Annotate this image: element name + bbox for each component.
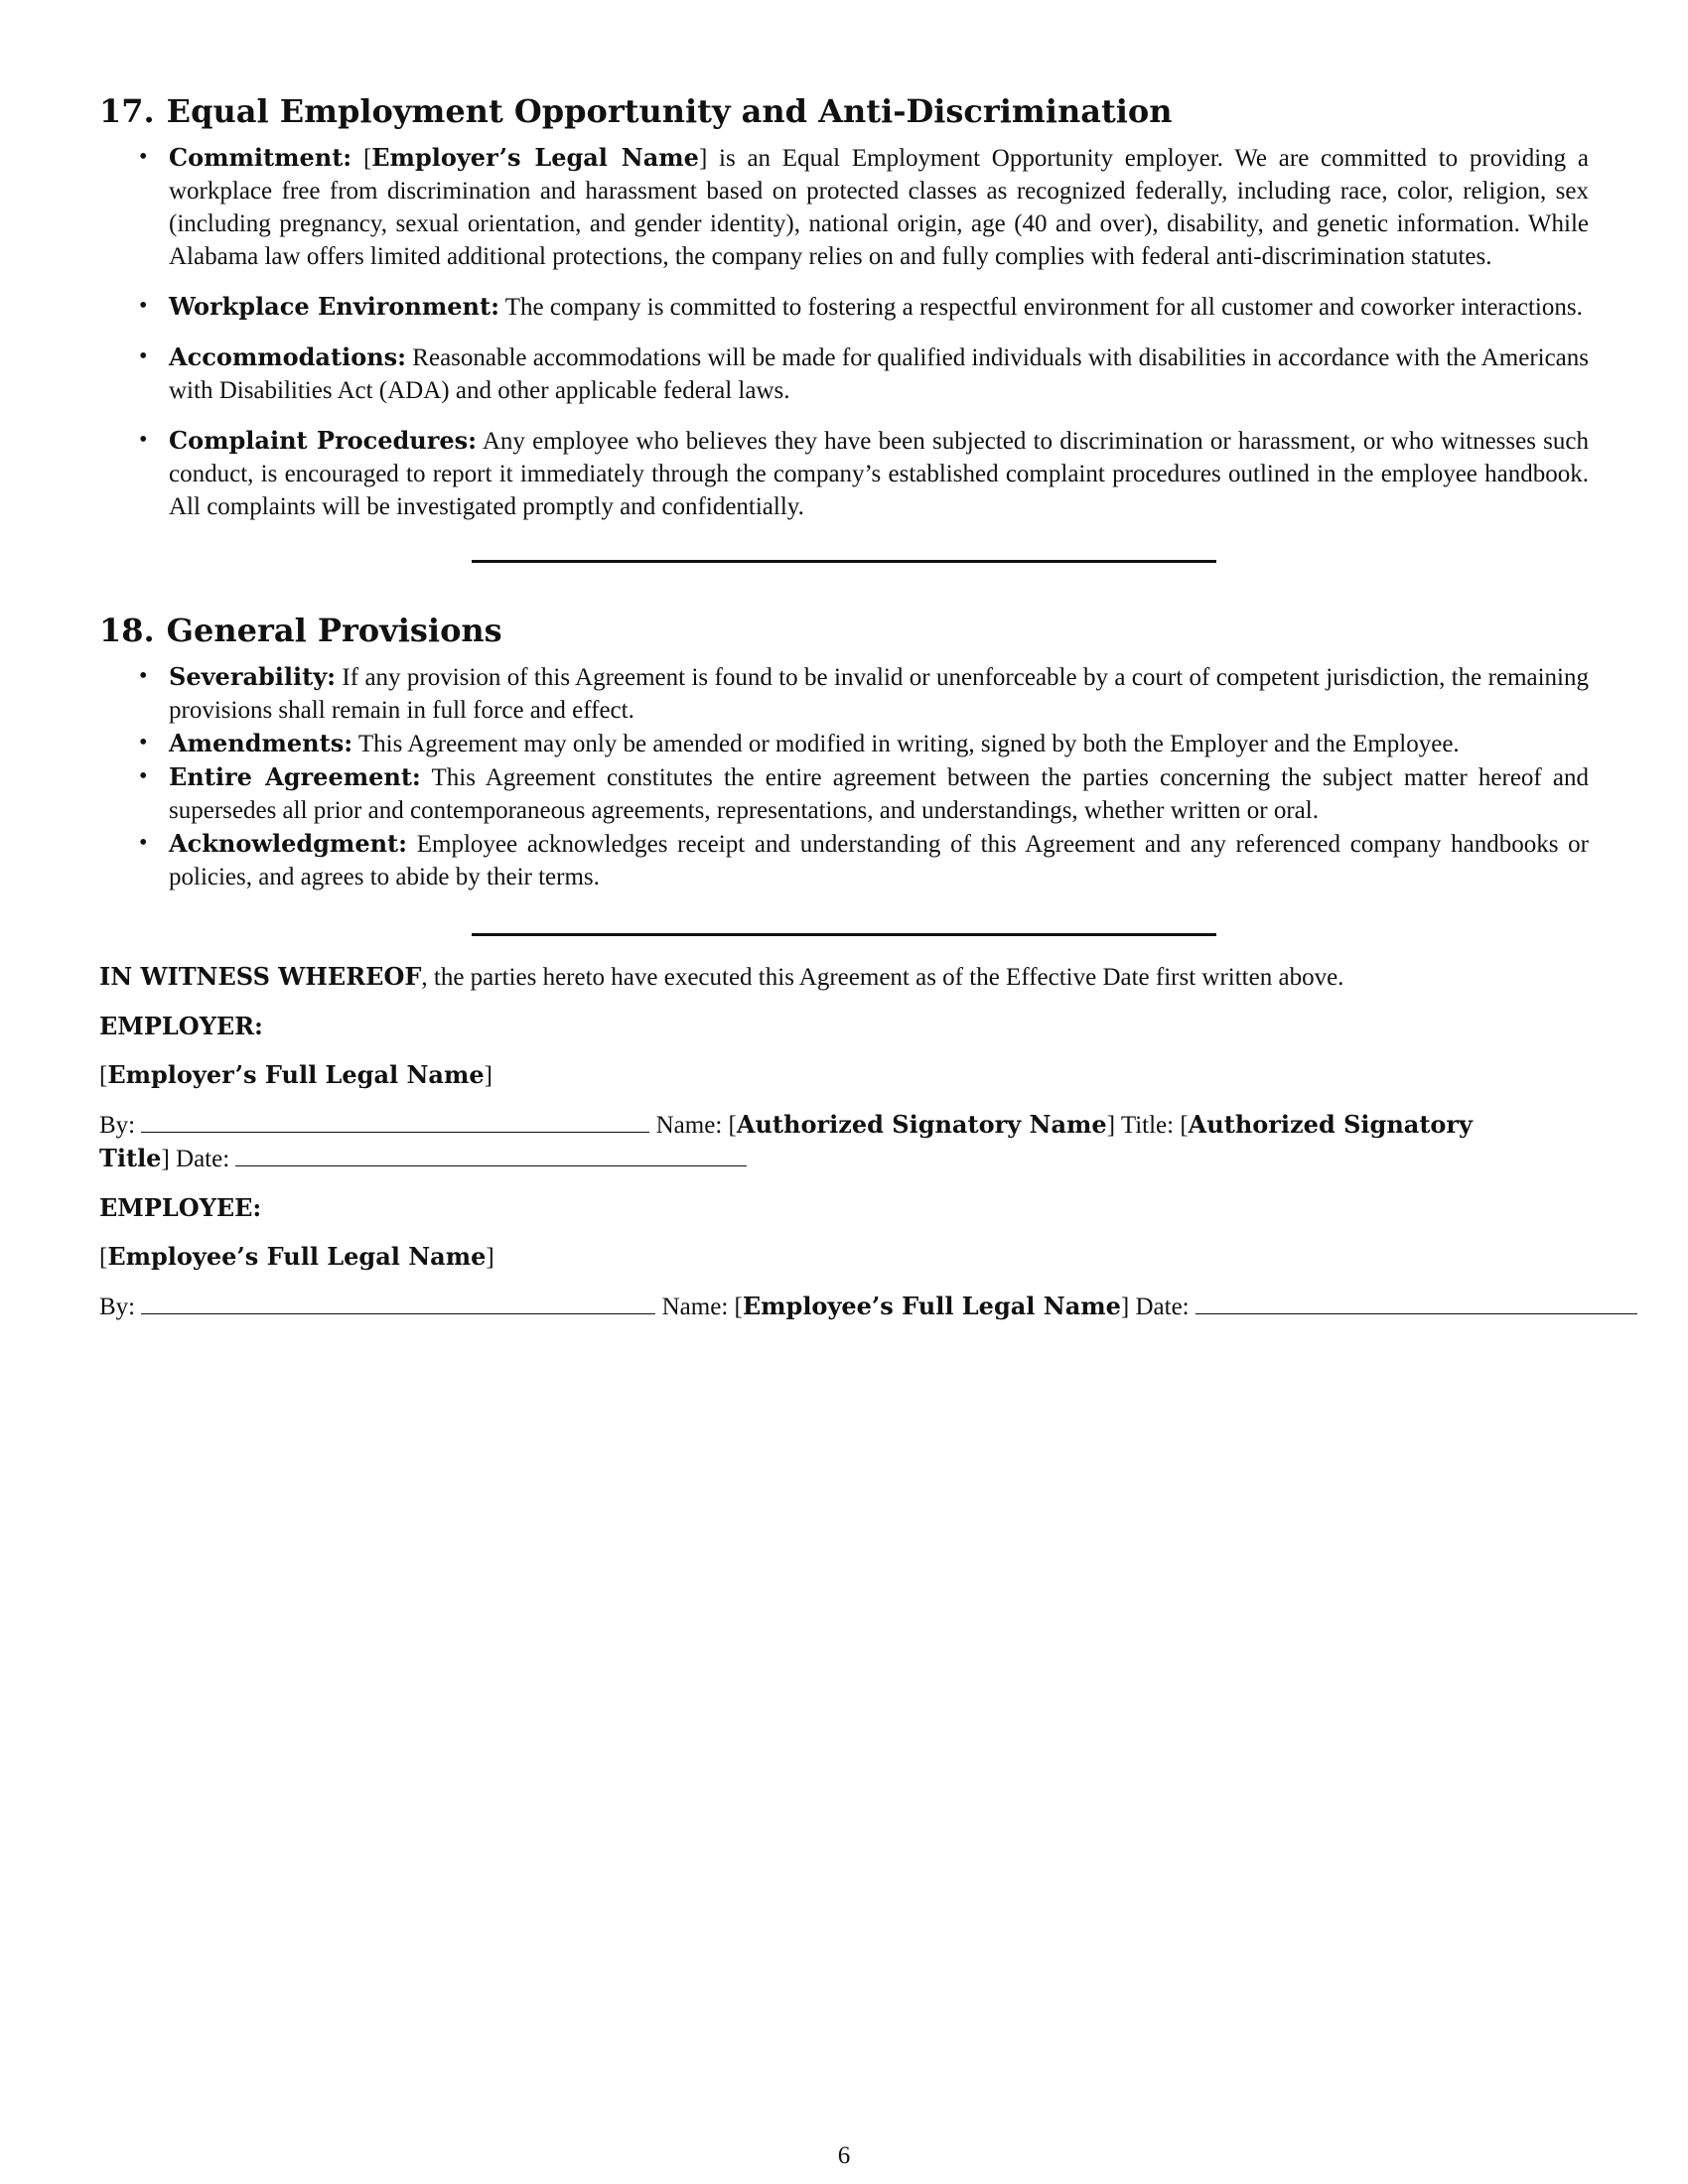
item-text: This Agreement constitutes the entire agreement between the parties concerning the subject matter hereof and supersedes all prior and contemporaneous agreements, representations, and understandings, whether written or oral.: [169, 764, 1590, 824]
item-text: If any provision of this Agreement is found to be invalid or unenforceable by a court of competent jurisdiction, the remaining provisions shall remain in full force and effect.: [169, 664, 1589, 724]
horizontal-divider: [472, 560, 1216, 563]
list-item-complaint-procedures: [99, 424, 1589, 523]
authorized-signatory-title-part1: Authorized Signatory: [1188, 1110, 1473, 1139]
list-item-severability: [99, 660, 1589, 727]
item-term: Accommodations:: [169, 342, 407, 371]
section-number: 18.: [99, 612, 155, 649]
bracket-open: [: [362, 145, 372, 172]
list-item-accommodations: [99, 341, 1589, 407]
employee-signatory-name: Employee’s Full Legal Name: [742, 1292, 1121, 1320]
authorized-signatory-name: Authorized Signatory Name: [736, 1110, 1107, 1139]
item-text: ] is an Equal Employment Opportunity employer. We are committed to providing a workplace free from discrimination and harassment based on protected classes as recognized federally, including race, color, religion, sex (including pregnancy, sexual orientation, and gender identity), national origin, age (40 and over), disability, and genetic information. While Alabama law offers limited additional protections, the company relies on and fully complies with federal anti-discrimination statutes.: [169, 145, 1590, 270]
item-text: This Agreement may only be amended or modified in writing, signed by both the Employer and the Employee.: [357, 731, 1460, 757]
document-body: [99, 91, 1589, 1323]
item-term: Commitment:: [169, 143, 352, 172]
section-18-list: [99, 660, 1589, 893]
date-label: Date:: [176, 1146, 230, 1172]
employee-signature-line[interactable]: [141, 1292, 655, 1314]
item-text: Employee acknowledges receipt and understanding of this Agreement and any referenced company handbooks or policies, and agrees to abide by their terms.: [169, 831, 1589, 890]
horizontal-divider: [472, 933, 1216, 936]
witness-text: , the parties hereto have executed this Agreement as of the Effective Date first written above.: [421, 964, 1344, 991]
page-number: 6: [837, 2142, 851, 2169]
item-text: The company is committed to fostering a respectful environment for all customer and coworker interactions.: [504, 294, 1583, 321]
list-item-entire-agreement: [99, 760, 1589, 827]
employer-heading: EMPLOYER:: [99, 1012, 263, 1040]
employer-full-legal-name: Employer’s Full Legal Name: [107, 1060, 485, 1089]
name-label: Name:: [661, 1294, 729, 1320]
employer-name-line: [Employer’s Full Legal Name]: [99, 1060, 492, 1089]
item-term: Severability:: [169, 662, 337, 691]
employee-signature-block: [99, 1191, 1589, 1323]
section-18-heading: [99, 611, 1589, 650]
title-label: Title:: [1120, 1112, 1175, 1139]
list-item-workplace-environment: [99, 290, 1589, 324]
employer-date-line[interactable]: [235, 1144, 747, 1166]
list-item-acknowledgment: [99, 827, 1589, 893]
by-label: By:: [99, 1294, 136, 1320]
item-term: Entire Agreement:: [169, 762, 421, 791]
employee-name-line: [Employee’s Full Legal Name]: [99, 1242, 494, 1271]
item-term: Amendments:: [169, 729, 353, 757]
list-item-amendments: [99, 727, 1589, 760]
name-label: Name:: [655, 1112, 723, 1139]
list-item-commitment: [99, 141, 1589, 273]
item-text: Any employee who believes they have been subjected to discrimination or harassment, or who witnesses such conduct, is encouraged to report it immediately through the company’s established complaint procedures outlined in the employee handbook. All complaints will be investigated promptly and confidentially.: [169, 428, 1590, 520]
section-17: [99, 91, 1589, 523]
employer-signature-fields: By: Name: [Authorized Signatory Name] Title: [Authorized Signatory Title] Date:: [99, 1110, 1473, 1172]
item-term: Complaint Procedures:: [169, 426, 478, 455]
section-title: Equal Employment Opportunity and Anti-Discrimination: [166, 92, 1173, 130]
section-title: General Provisions: [166, 612, 502, 649]
witness-clause: [99, 960, 1589, 994]
section-number: 17.: [99, 92, 155, 130]
employer-signature-block: [99, 1010, 1589, 1175]
authorized-signatory-title-part2: Title: [99, 1144, 162, 1172]
section-18: [99, 611, 1589, 893]
witness-lead: IN WITNESS WHEREOF: [99, 962, 422, 991]
employee-full-legal-name: Employee’s Full Legal Name: [107, 1242, 487, 1271]
employer-signature-line[interactable]: [141, 1110, 649, 1133]
date-label: Date:: [1135, 1294, 1190, 1320]
section-17-heading: [99, 91, 1589, 131]
employee-date-line[interactable]: [1196, 1292, 1637, 1314]
by-label: By:: [99, 1112, 136, 1139]
employee-signature-fields: By: Name: [Employee’s Full Legal Name] Date:: [99, 1290, 1589, 1323]
item-text: Reasonable accommodations will be made for qualified individuals with disabilities in accordance with the Americans with Disabilities Act (ADA) and other applicable federal laws.: [169, 344, 1590, 404]
employer-legal-name-placeholder: Employer’s Legal Name: [371, 143, 699, 172]
item-term: Workplace Environment:: [169, 292, 499, 321]
section-17-list: [99, 141, 1589, 523]
employee-heading: EMPLOYEE:: [99, 1193, 262, 1222]
item-term: Acknowledgment:: [169, 829, 407, 858]
